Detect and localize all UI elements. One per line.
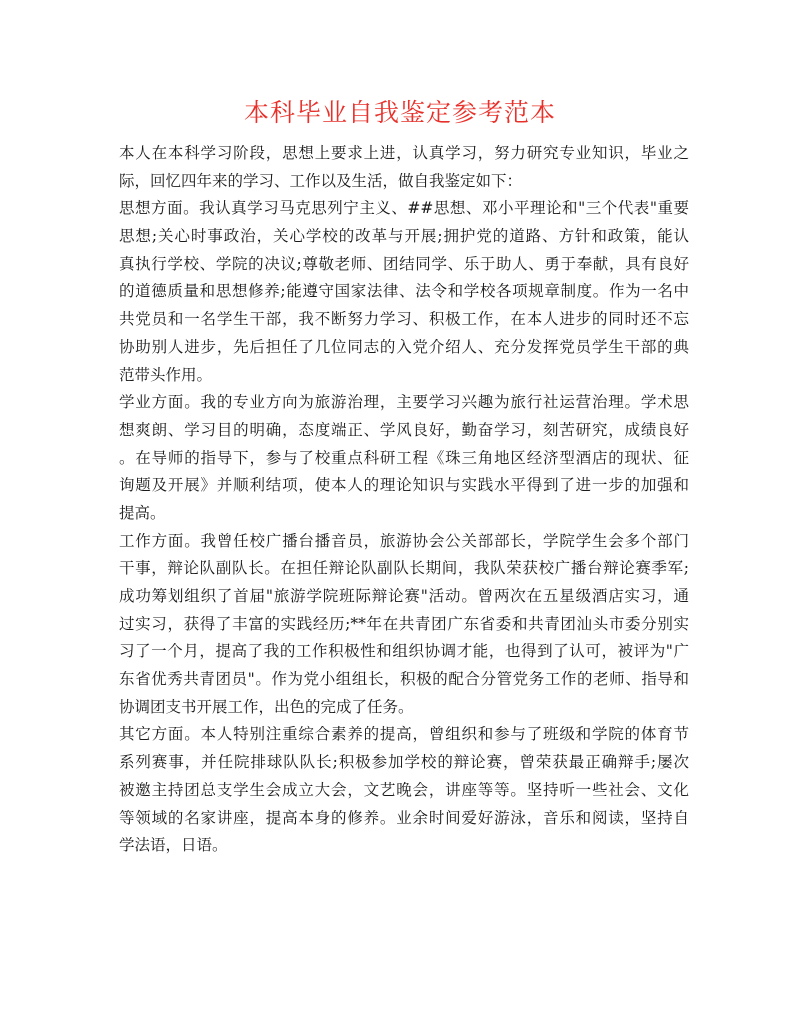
text-line: 思想方面。我认真学习马克思列宁主义、##思想、邓小平理论和"三个代表"重要: [119, 199, 689, 218]
text-line: 提高。: [119, 503, 166, 522]
text-line: 想爽朗、学习目的明确，态度端正、学风良好，勤奋学习，刻苦研究，成绩良好: [119, 420, 689, 439]
text-line: 际，回忆四年来的学习、工作以及生活，做自我鉴定如下：: [119, 171, 523, 190]
text-line: 共党员和一名学生干部，我不断努力学习、积极工作，在本人进步的同时还不忘: [119, 310, 689, 329]
text-line: 。在导师的指导下，参与了校重点科研工程《珠三角地区经济型酒店的现状、征: [119, 448, 689, 467]
text-line: 协助别人进步，先后担任了几位同志的入党介绍人、充分发挥党员学生干部的典: [119, 337, 689, 356]
text-line: 协调团支书开展工作，出色的完成了任务。: [119, 697, 414, 716]
text-line: 东省优秀共青团员"。作为党小组组长，积极的配合分管党务工作的老师、指导和: [119, 670, 689, 689]
text-line: 等领域的名家讲座，提高本身的修养。业余时间爱好游泳，音乐和阅读，坚持自: [119, 808, 689, 827]
document-body: [119, 140, 689, 860]
text-line: 本人在本科学习阶段，思想上要求上进，认真学习，努力研究专业知识，毕业之: [119, 144, 689, 162]
text-line: 其它方面。本人特别注重综合素养的提高，曾组织和参与了班级和学院的体育节: [119, 725, 689, 744]
text-line: 系列赛事，并任院排球队队长;积极参加学校的辩论赛，曾荣获最正确辩手;屡次: [119, 753, 689, 772]
text-line: 被邀主持团总支学生会成立大会，文艺晚会，讲座等等。坚持听一些社会、文化: [119, 780, 689, 799]
text-line: 过实习，获得了丰富的实践经历;**年在共青团广东省委和共青团汕头市委分别实: [119, 614, 689, 633]
text-line: 成功筹划组织了首届"旅游学院班际辩论赛"活动。曾两次在五星级酒店实习，通: [119, 587, 689, 605]
text-line: 的道德质量和思想修养;能遵守国家法律、法令和学校各项规章制度。作为一名中: [119, 282, 689, 301]
text-line: 真执行学校、学院的决议;尊敬老师、团结同学、乐于助人、勇于奉献，具有良好: [119, 254, 689, 273]
text-line: 范带头作用。: [119, 365, 213, 384]
text-line: 询题及开展》并顺利结项，使本人的理论知识与实践水平得到了进一步的加强和: [119, 476, 689, 495]
text-line: 工作方面。我曾任校广播台播音员，旅游协会公关部部长，学院学生会多个部门: [119, 531, 689, 550]
text-line: 学法语，日语。: [119, 836, 228, 855]
text-line: 干事，辩论队副队长。在担任辩论队副队长期间，我队荣获校广播台辩论赛季军;: [119, 559, 689, 578]
text-line: 习了一个月，提高了我的工作积极性和组织协调才能，也得到了认可，被评为"广: [119, 642, 689, 661]
text-line: 学业方面。我的专业方向为旅游治理，主要学习兴趣为旅行社运营治理。学术思: [119, 393, 689, 412]
document-title: 本科毕业自我鉴定参考范本: [243, 98, 556, 127]
text-line: 思想;关心时事政治，关心学校的改革与开展;拥护党的道路、方针和政策，能认: [119, 227, 689, 246]
